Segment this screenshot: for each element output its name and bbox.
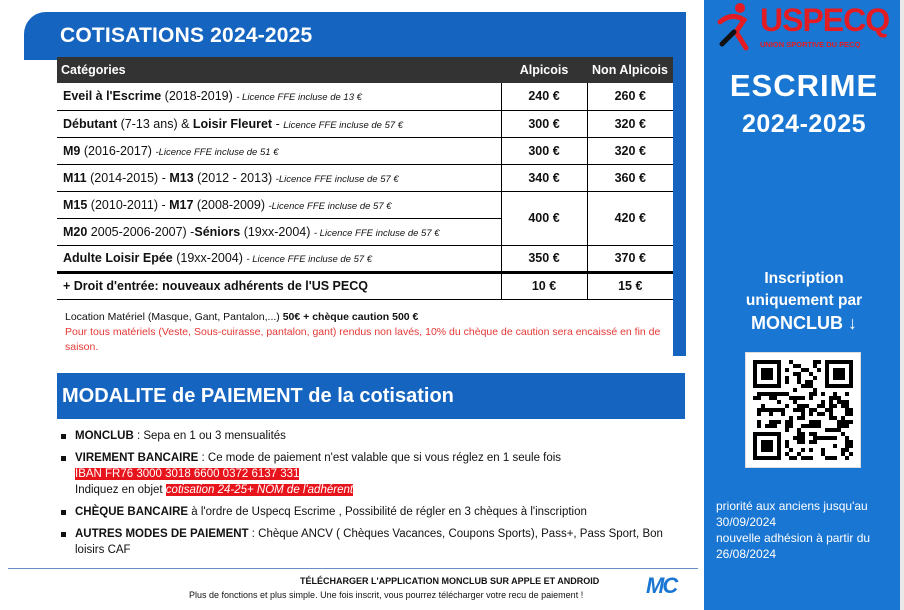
objet-prefix: Indiquez en objet (75, 484, 166, 496)
monclub-text: : Sepa en 1 ou 3 mensualités (133, 430, 286, 442)
runner-icon (714, 0, 754, 54)
price-alpicois: 400 € (501, 191, 587, 245)
price-alpicois: 10 € (501, 272, 587, 299)
category-text: Débutant (63, 116, 118, 131)
bullet-icon (61, 456, 66, 461)
sidebar-panel (704, 0, 904, 610)
category-text: (2014-2015) - (86, 170, 170, 185)
autres-text: : Chèque ANCV ( Chèques Vacances, Coupons Sports), Pass+, Pass Sport, Bon loisirs CAF (75, 528, 663, 556)
category-text: Loisir Fleuret (192, 116, 273, 131)
list-item-autres (60, 526, 680, 558)
logo-subtitle: UNION SPORTIVE DU PECQ (760, 40, 861, 49)
objet-highlight: cotisation 24-25+ NOM de l'adhérent (165, 484, 354, 496)
category-text: M9 (63, 143, 81, 158)
price-non-alpicois: 260 € (587, 83, 673, 110)
category-cell (57, 272, 501, 299)
category-cell (57, 245, 501, 272)
price-alpicois: 340 € (501, 164, 587, 191)
cheque-label: CHÈQUE BANCAIRE (75, 506, 189, 518)
qr-code-icon (746, 353, 860, 467)
category-text: (2012 - 2013) (193, 170, 276, 185)
inscription-line1: Inscription (764, 270, 844, 287)
category-text: M11 (63, 170, 87, 185)
autres-label: AUTRES MODES DE PAIEMENT (75, 528, 249, 540)
table-row (57, 83, 673, 110)
category-text: -Licence FFE incluse de 57 € (268, 200, 392, 212)
category-text: -Licence FFE incluse de 51 € (155, 146, 279, 158)
price-non-alpicois: 370 € (587, 245, 673, 272)
category-text: - Licence FFE incluse de 13 € (236, 92, 362, 104)
table-row (57, 110, 673, 137)
logo-text: USPECQ (760, 2, 890, 38)
monclub-label: MONCLUB (75, 430, 134, 442)
uspecq-logo (712, 0, 898, 54)
sidebar-year: 2024-2025 (741, 110, 867, 138)
iban-highlight: IBAN FR76 3000 3018 6600 0372 6137 331 (75, 468, 300, 480)
category-cell (57, 191, 501, 218)
list-item-cheque (60, 504, 680, 520)
inscription-line2: uniquement par (745, 292, 863, 309)
location-materiel-note (65, 310, 665, 355)
category-text: Adulte Loisir Epée (63, 251, 173, 265)
category-text: Séniors (194, 224, 241, 239)
col-alpicois-header: Alpicois (501, 57, 587, 83)
category-text: (19xx-2004) (172, 251, 247, 265)
col-non-alpicois-header: Non Alpicois (587, 57, 673, 83)
category-text: - (272, 116, 284, 131)
virement-label: VIREMENT BANCAIRE (75, 452, 199, 464)
price-alpicois: 240 € (501, 83, 587, 110)
note-anciens: priorité aux anciens jusqu'au 30/09/2024 (716, 499, 868, 529)
price-alpicois: 350 € (501, 245, 587, 272)
monclub-link[interactable]: MONCLUB (750, 313, 843, 333)
arrow-down-icon: ↓ (848, 313, 857, 333)
blue-divider-strip (673, 12, 686, 356)
category-text: -Licence FFE incluse de 57 € (275, 173, 399, 185)
col-category-header: Catégories (57, 57, 501, 83)
category-text: M15 (63, 197, 88, 212)
category-text: M17 (169, 197, 194, 212)
category-text: (19xx-2004) (240, 224, 314, 239)
list-item-monclub (60, 428, 680, 444)
modalite-title: MODALITE de PAIEMENT de la cotisation (62, 385, 454, 407)
category-text: - Licence FFE incluse de 57 € (313, 227, 440, 239)
list-item-virement (60, 450, 680, 498)
category-text: - Licence FFE incluse de 57 € (246, 254, 373, 265)
footer-divider (8, 568, 698, 569)
price-non-alpicois: 360 € (587, 164, 673, 191)
category-text: Eveil à l'Escrime (63, 89, 162, 104)
bullet-icon (61, 532, 66, 537)
table-row (57, 164, 673, 191)
inscription-notice (704, 268, 904, 334)
price-alpicois: 300 € (501, 110, 587, 137)
table-row (57, 272, 673, 299)
pricing-table (57, 57, 673, 300)
footer-download-title: TÉLÉCHARGER L'APPLICATION MONCLUB SUR APPLE ET ANDROID (300, 576, 600, 586)
qr-code[interactable] (745, 352, 861, 468)
price-non-alpicois: 320 € (587, 110, 673, 137)
category-text: (2018-2019) (161, 89, 237, 104)
cotisations-title: COTISATIONS 2024-2025 (60, 24, 313, 47)
table-row (57, 137, 673, 164)
bullet-icon (61, 510, 66, 515)
location-line1-prefix: Location Matériel (Masque, Gant, Pantalon,...) (65, 311, 283, 323)
note-nouvelle-adhesion: nouvelle adhésion à partir du 26/08/2024 (716, 531, 871, 561)
virement-text: : Ce mode de paiement n'est valable que si vous réglez en 1 seule fois (198, 452, 562, 464)
category-text: M20 (63, 224, 88, 239)
location-warning: Pour tous matériels (Veste, Sous-cuirasse, pantalon, gant) rendus non lavés, 10% du chèque de caution sera encaissé en fin de saison. (65, 326, 661, 353)
category-cell (57, 83, 501, 110)
table-row (57, 245, 673, 272)
sidebar-notes (716, 498, 902, 562)
bullet-icon (61, 434, 66, 439)
price-non-alpicois: 15 € (587, 272, 673, 299)
right-edge (900, 0, 904, 610)
category-cell (57, 164, 501, 191)
price-non-alpicois: 420 € (587, 191, 673, 245)
modalite-header (57, 373, 685, 419)
category-text: (7-13 ans) & (117, 116, 193, 131)
category-text: 2005-2006-2007) - (87, 224, 195, 239)
category-text: (2016-2017) (80, 143, 156, 158)
location-line1-bold: 50€ + chèque caution 500 € (282, 311, 419, 323)
payment-methods-list (60, 428, 680, 564)
table-row (57, 191, 673, 218)
category-cell (57, 137, 501, 164)
cheque-text: à l'ordre de Uspecq Escrime , Possibilité de régler en 3 chèques à l'inscription (188, 506, 587, 518)
category-text: (2008-2009) (193, 197, 269, 212)
price-non-alpicois: 320 € (587, 137, 673, 164)
cotisations-header (24, 12, 686, 60)
category-text: (2010-2011) - (87, 197, 170, 212)
category-cell (57, 110, 501, 137)
monclub-logo[interactable]: MC (646, 573, 677, 598)
table-header-row (57, 57, 673, 83)
price-alpicois: 300 € (501, 137, 587, 164)
category-text: + Droit d'entrée: nouveaux adhérents de l'US PECQ (63, 279, 368, 293)
category-text: M13 (169, 170, 194, 185)
footer-download-subtitle: Plus de fonctions et plus simple. Une fois inscrit, vous pourrez télécharger votre recu de paiement ! (189, 590, 584, 600)
sidebar-title: ESCRIME (729, 68, 879, 103)
category-cell (57, 218, 501, 245)
category-text: Licence FFE incluse de 57 € (283, 119, 404, 131)
